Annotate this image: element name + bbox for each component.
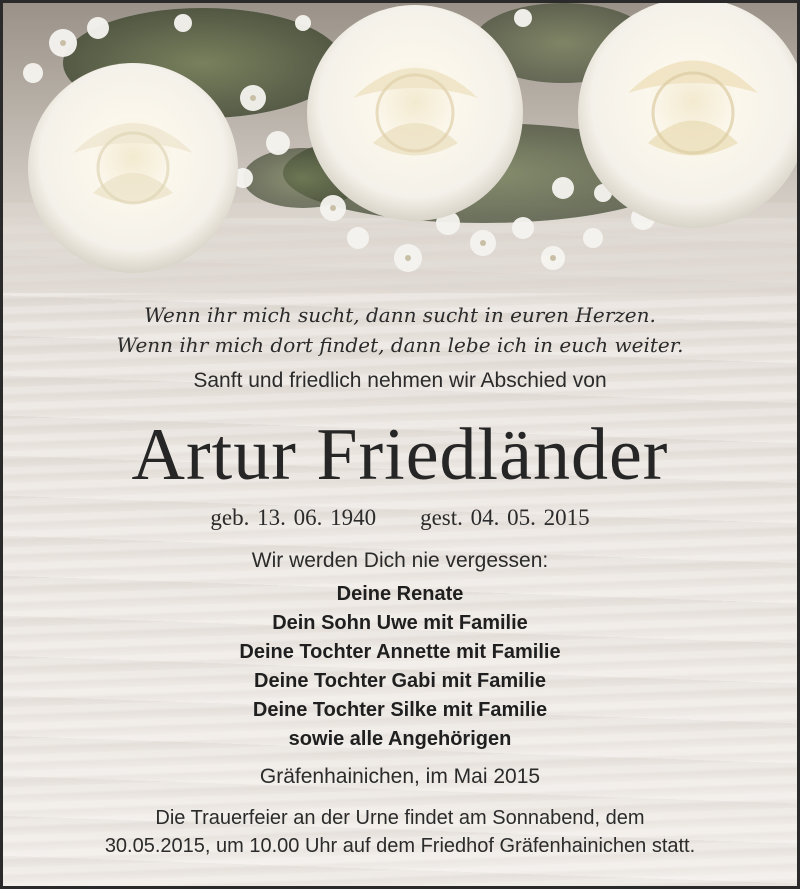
- mourner-entry: Dein Sohn Uwe mit Familie: [272, 612, 528, 634]
- never-forget-line: Wir werden Dich nie vergessen:: [251, 549, 549, 572]
- quote-line-2: Wenn ihr mich dort findet, dann lebe ich in euch weiter.: [116, 333, 684, 357]
- mourner-entry: Deine Tochter Silke mit Familie: [252, 699, 548, 721]
- funeral-line-2: 30.05.2015, um 10.00 Uhr auf dem Friedhof Gräfenhainichen statt.: [104, 835, 696, 857]
- white-roses-image: [3, 3, 797, 293]
- funeral-notice: [3, 804, 797, 860]
- life-dates: [3, 505, 797, 531]
- farewell-intro: Sanft und friedlich nehmen wir Abschied von: [193, 369, 607, 392]
- mourner-entry: Deine Tochter Annette mit Familie: [239, 641, 561, 663]
- birth-date: geb. 13. 06. 1940: [210, 505, 377, 530]
- mourner-entry: sowie alle Angehörigen: [288, 728, 512, 750]
- mourners-list: [3, 580, 797, 754]
- place-and-date: Gräfenhainichen, im Mai 2015: [259, 765, 541, 788]
- mourner-entry: Deine Renate: [336, 583, 464, 605]
- funeral-line-1: Die Trauerfeier an der Urne findet am Sonnabend, dem: [155, 807, 645, 829]
- death-date: gest. 04. 05. 2015: [420, 505, 590, 530]
- memorial-quote: [3, 300, 797, 360]
- deceased-name: Artur Friedländer: [131, 414, 669, 496]
- mourner-entry: Deine Tochter Gabi mit Familie: [254, 670, 546, 692]
- quote-line-1: Wenn ihr mich sucht, dann sucht in euren Herzen.: [144, 303, 656, 327]
